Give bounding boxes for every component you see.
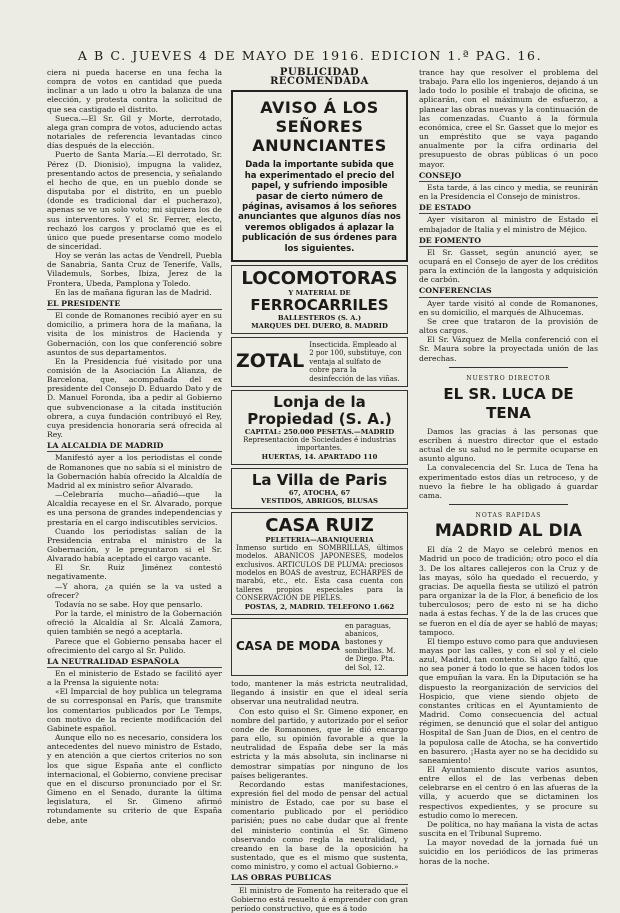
paragraph: Recordando estas manifestaciones, expresión fiel del modo de pensar del actual ministro de Estado, cae por su base el comentario publicado por el periódico parisién; pues no cabe dudar que al frente del ministerio continúa el Sr. Gimeno observando como regla la neutralidad, y creando en la base de la oposición ha sustentado, que es el mismo que sustenta, como ministro, y como el actual Gobierno.» <box>231 779 408 872</box>
paragraph: ciera ni pueda hacerse en una fecha la compra de votos en cantidad que pueda inclinar a un lado u otro la balanza de una elección, y protesta contra la solicitud de que sea castigado el distrito. <box>47 68 222 114</box>
column-1 <box>47 68 222 825</box>
paragraph: trance hay que resolver el problema del trabajo. Para ello los ingenieros, dejando á un lado todo lo posible el trabajo de oficina, se aplicarán, con el máximum de esfuerzo, a planear las obras nuevas y la continuación de las comenzadas. Cuanto á la fórmula económica, cree el Sr. Gasset que lo mejor es un empréstito que se vaya pagando anualmente por la cifra ordinaria del presupuesto de obras públicas ó un poco mayor. <box>419 68 598 169</box>
ad-loco-main: FERROCARRILES <box>250 295 389 314</box>
paragraph: —Y ahora, ¿a quién se la va usted a ofrecer? <box>47 581 222 600</box>
ad-zotal <box>231 337 408 387</box>
ad-loco-company: BALLESTEROS (S. A.) <box>277 313 362 322</box>
ad-casa-title: CASA RUIZ <box>265 514 374 536</box>
paragraph: En el ministerio de Estado se facilitó ayer a la Prensa la siguiente nota: <box>47 669 222 688</box>
paragraph: Hoy se verán las actas de Vendrell, Puebla de Sanabria, Santa Cruz de Tenerife, Valls, Vilademuls, Sorbes, Ibiza, Jerez de la Frontera, Ubeda, Pamplona y Toledo. <box>47 251 222 288</box>
column-3 <box>419 68 598 866</box>
paragraph: El conde de Romanones recibió ayer en su domicilio, a primera hora de la mañana, la visita de los ministros de Hacienda y Gobernación, con los que conferenció sobre asuntos de sus departamentos. <box>47 311 222 357</box>
headline-madrid-al-dia: MADRID AL DIA <box>434 521 583 542</box>
paragraph: De política, no hay mañana la vista de actas suscita en el Tribunal Supremo. <box>419 819 598 839</box>
paragraph: Por la tarde, el ministro de la Gobernación ofreció la Alcaldía al Sr. Alcalá Zamora, quien también se negó a aceptarla. <box>47 609 222 637</box>
nuestro-director-label: NUESTRO DIRECTOR <box>466 374 551 382</box>
ad-zotal-title: ZOTAL <box>236 350 305 373</box>
paragraph: El ministro de Fomento ha reiterado que el Gobierno está resuelto á emprender con gran período constructivo, que es á todo <box>231 885 408 913</box>
ad-lonja-text: Representación de Sociedades é industrias importantes. <box>243 436 396 453</box>
paragraph: Ayer visitaron al ministro de Estado el embajador de Italia y el ministro de Méjico. <box>419 215 598 234</box>
ad-loco-sub: Y MATERIAL DE <box>288 288 351 297</box>
section-heading-estado: DE ESTADO <box>419 203 598 214</box>
section-heading-presidente: EL PRESIDENTE <box>47 299 222 310</box>
ad-moda-text: en paraguas, abanicos, bastones y sombrillas. M. de Diego. Pta. del Sol, 12. <box>344 621 396 672</box>
ad-loco-address: MARQUES DEL DUERO, 8. MADRID <box>251 321 388 330</box>
ad-aviso-title: AVISO Á LOS SEÑORES ANUNCIANTES <box>252 98 387 156</box>
ad-locomotoras <box>231 265 408 334</box>
paragraph: Aunque ello no es necesario, considera los antecedentes del nuevo ministro de Estado, y en atención a que ciertos criterios no son los que sigue España ante el conflicto internacional, el Gobierno, conviene precisar que en el discurso pronunciado por el Sr. Gimeno en el Senado, durante la última legislatura, el Sr. Gimeno afirmó rotundamente su criterio de que España debe, ante <box>47 733 222 825</box>
paragraph: —Celebraría mucho—añadió—que la Alcaldía recayese en el Sr. Alvarado, porque es una persona de grandes independencias y prestaría en el cargo indiscutibles servicios. <box>47 490 222 527</box>
ad-casa-text: Inmenso surtido en SOMBRILLAS, últimos modelos. ABANICOS JAPONESES, modelos exclusivos. ARTICULOS DE PLUMA: preciosos modelos en BOAS de avestruz, ECHARPES de marabú, etc., etc. Esta casa cuenta con talleres propios especiales para la CONSERVACION DE PIELES. <box>236 543 403 603</box>
paragraph: todo, mantener la más estricta neutralidad, llegando á insistir en que el ideal sería observar una neutralidad neutra. <box>231 679 408 707</box>
paragraph: El Sr. Vázquez de Mella conferenció con el Sr. Maura sobre la proyectada unión de las derechas. <box>419 335 598 363</box>
ad-aviso <box>231 90 408 262</box>
ad-casa-moda <box>231 618 408 676</box>
paragraph: Ayer tarde visitó al conde de Romanones, en su domicilio, el marqués de Alhucemas. <box>419 298 598 317</box>
paragraph: En la Presidencia fué visitado por una comisión de la Asociación La Alianza, de Barcelona, que, acompañada del ex presidente del Consejo D. Eduardo Dato y de D. Manuel Foronda, iba a pedir al Gobierno que subvencionase a la citada institución obrera, a cuya fundación contribuyó el Rey, cuya presidencia honoraria será ofrecida al Rey. <box>47 356 222 440</box>
paragraph: La mayor novedad de la jornada fué un suicidio en los periódicos de las primeras horas de la noche. <box>419 838 598 866</box>
paragraph: «El Imparcial de hoy publica un telegrama de su corresponsal en París, que transmite los comentarios publicados por Le Temps, con motivo de la reciente modificación del Gabinete español. <box>47 687 222 733</box>
ad-lonja-capital: CAPITAL: 250.000 PESETAS.—MADRID <box>244 428 395 436</box>
paragraph: El día 2 de Mayo se celebró menos en Madrid un poco de tradición; otro poco el día 3. De los altares callejeros con la Cruz y de las mayas, sólo ha quedado el recuerdo, y gracias. De aquella fiesta se utilizó el patrón para organizar la de la Flor, á beneficio de los tuberculosos; pero de esto ni se ha dicho nada á estas fechas. Y de la de las cruces que se fueron en el día de ayer se habló de mayas; tampoco. <box>419 545 598 637</box>
paragraph: Todavía no se sabe. Hoy que pensarlo. <box>55 599 203 609</box>
ad-casa-address: POSTAS, 2, MADRID. TELEFONO 1.662 <box>244 602 395 611</box>
ad-aviso-body: Dada la importante subida que ha experimentado el precio del papel, y sufriendo imposible pasar de cierto número de páginas, avisamos á los señores anunciantes que algunos días nos veremos obligados á aplazar la publicación de sus órdenes para los siguientes. <box>238 160 401 254</box>
section-heading-alcaldia: LA ALCALDIA DE MADRID <box>47 441 222 452</box>
ad-villa-items: VESTIDOS, ABRIGOS, BLUSAS <box>261 496 378 505</box>
paragraph: Cuando los periodistas salían de la Presidencia entraba el ministro de la Gobernación, y le preguntaron si el Sr. Alvarado había aceptado el cargo vacante. <box>47 526 222 564</box>
ad-casa-sub: PELETERIA—ABANIQUERIA <box>265 535 374 544</box>
section-heading-obras: LAS OBRAS PUBLICAS <box>231 873 408 884</box>
section-heading-fomento: DE FOMENTO <box>419 236 598 247</box>
ad-lonja-title: Lonja de la Propiedad (S. A.) <box>247 393 392 428</box>
notas-rapidas-label: NOTAS RAPIDAS <box>475 512 542 520</box>
paragraph: El tiempo estuvo como para que anduviesen mayas por las calles, y con el sol y el cielo azul, Madrid, tan contento. Si algo faltó, que no sea poner á todo lo que se hacen todos los que empuñan la vara. En la Diputación se ha dispuesto la reorganización de servicios del Hospicio, que viene siendo objeto de constantes críticas en el Ayuntamiento de Madrid. Como consecuencia del actual régimen, se denunció que el solar del antiguo Hospital de San Juan de Dios, en el centro de la populosa calle de Atocha, se ha convertido en basurero. ¡Hasta ayer no se ha decidido su saneamiento! <box>419 636 598 765</box>
ad-zotal-text: Insecticida. Empleado al 2 por 100, substituye, con ventaja al sulfato de cobre para la desinfección de las viñas. <box>309 340 402 383</box>
headline-luca-de-tena: EL SR. LUCA DE TENA <box>443 384 574 422</box>
ad-lonja-address: HUERTAS, 14. APARTADO 110 <box>261 452 378 461</box>
ad-casa-ruiz <box>231 512 408 615</box>
divider <box>449 367 568 368</box>
paragraph: El Ayuntamiento discute varios asuntos, entre ellos el de las verbenas deben celebrarse en el centro ó en las afueras de la villa, y acuerdo que se dictaminen los respectivos expedientes, y se procure su estudio como lo merecen. <box>419 765 598 820</box>
paragraph: Parece que el Gobierno pensaba hacer el ofrecimiento del cargo al Sr. Pulido. <box>47 636 222 655</box>
paragraph: Manifestó ayer a los periodistas el conde de Romanones que no sabía si el ministro de la Gobernación había ofrecido la Alcaldía de Madrid al ex ministro señor Alvarado. <box>47 453 222 490</box>
paragraph: Con esto quiso el Sr. Gimeno exponer, en nombre del partido, y autorizado por el señor conde de Romanones, que le dió encargo para ello, su opinión favorable a que la neutralidad de España debe ser la más estricta y la más absoluta, sin inclinarse ni demostrar simpatías por ninguno de los países beligerantes. <box>231 706 408 780</box>
section-heading-conferencias: CONFERENCIAS <box>419 286 598 297</box>
section-heading-neutralidad: LA NEUTRALIDAD ESPAÑOLA <box>47 657 222 668</box>
paragraph: Se cree que trataron de la provisión de altos cargos. <box>419 316 598 336</box>
ad-loco-title: LOCOMOTORAS <box>241 267 398 289</box>
advertising-section-title: PUBLICIDAD RECOMENDADA <box>270 67 369 88</box>
column-2 <box>231 68 408 913</box>
paragraph: Esta tarde, á las cinco y media, se reunirán en la Presidencia el Consejo de ministros. <box>419 182 598 202</box>
paragraph: El Sr. Ruiz Jiménez contestó negativamente. <box>47 563 222 582</box>
paragraph: Puerto de Santa María.—El derrotado, Sr. Pérez (D. Dionisio), impugna la validez, presentando actos de presencia, y señalando el hecho de que, en un pueblo donde se disputaba por el distrito, en un pueblo (donde es tradicional dar el pucherazo), apenas se ve un solo voto; mi siquiera los de sus interventores. Y el Sr. Ferrer, electo, rechazó los cargos y proclamó que es el único que puede presentarse como modelo de sinceridad. <box>47 150 222 251</box>
paragraph: Sueca.—El Sr. Gil y Morte, derrotado, alega gran compra de votos, aduciendo actas notariales de referencia levantadas cinco días después de la elección. <box>47 113 222 151</box>
paragraph: El Sr. Gasset, según anunció ayer, se ocupará en el Consejo de ayer de los créditos para la extinción de la langosta y adquisición de carbón. <box>419 247 598 285</box>
ad-lonja <box>231 390 408 465</box>
page-header: A B C. JUEVES 4 DE MAYO DE 1916. EDICION 1.ª PAG. 16. <box>77 48 543 63</box>
section-heading-consejo: CONSEJO <box>419 171 598 182</box>
ad-villa-paris <box>231 468 408 509</box>
paragraph: La convalecencia del Sr. Luca de Tena ha experimentado estos días un retroceso, y de nuevo la fiebre le ha obligado á guardar cama. <box>419 463 598 500</box>
ad-moda-title: CASA DE MODA <box>236 639 340 654</box>
paragraph: En las de mañana figuran las de Madrid. <box>55 287 212 297</box>
ad-villa-title: La Villa de Paris <box>251 470 388 489</box>
divider <box>449 504 568 505</box>
paragraph: Damos las gracias á las personas que escriben á nuestro director que el estado actual de su salud no le permite ocuparse en asunto alguno. <box>419 426 598 464</box>
ad-villa-address: 67, ATOCHA, 67 <box>288 488 351 497</box>
